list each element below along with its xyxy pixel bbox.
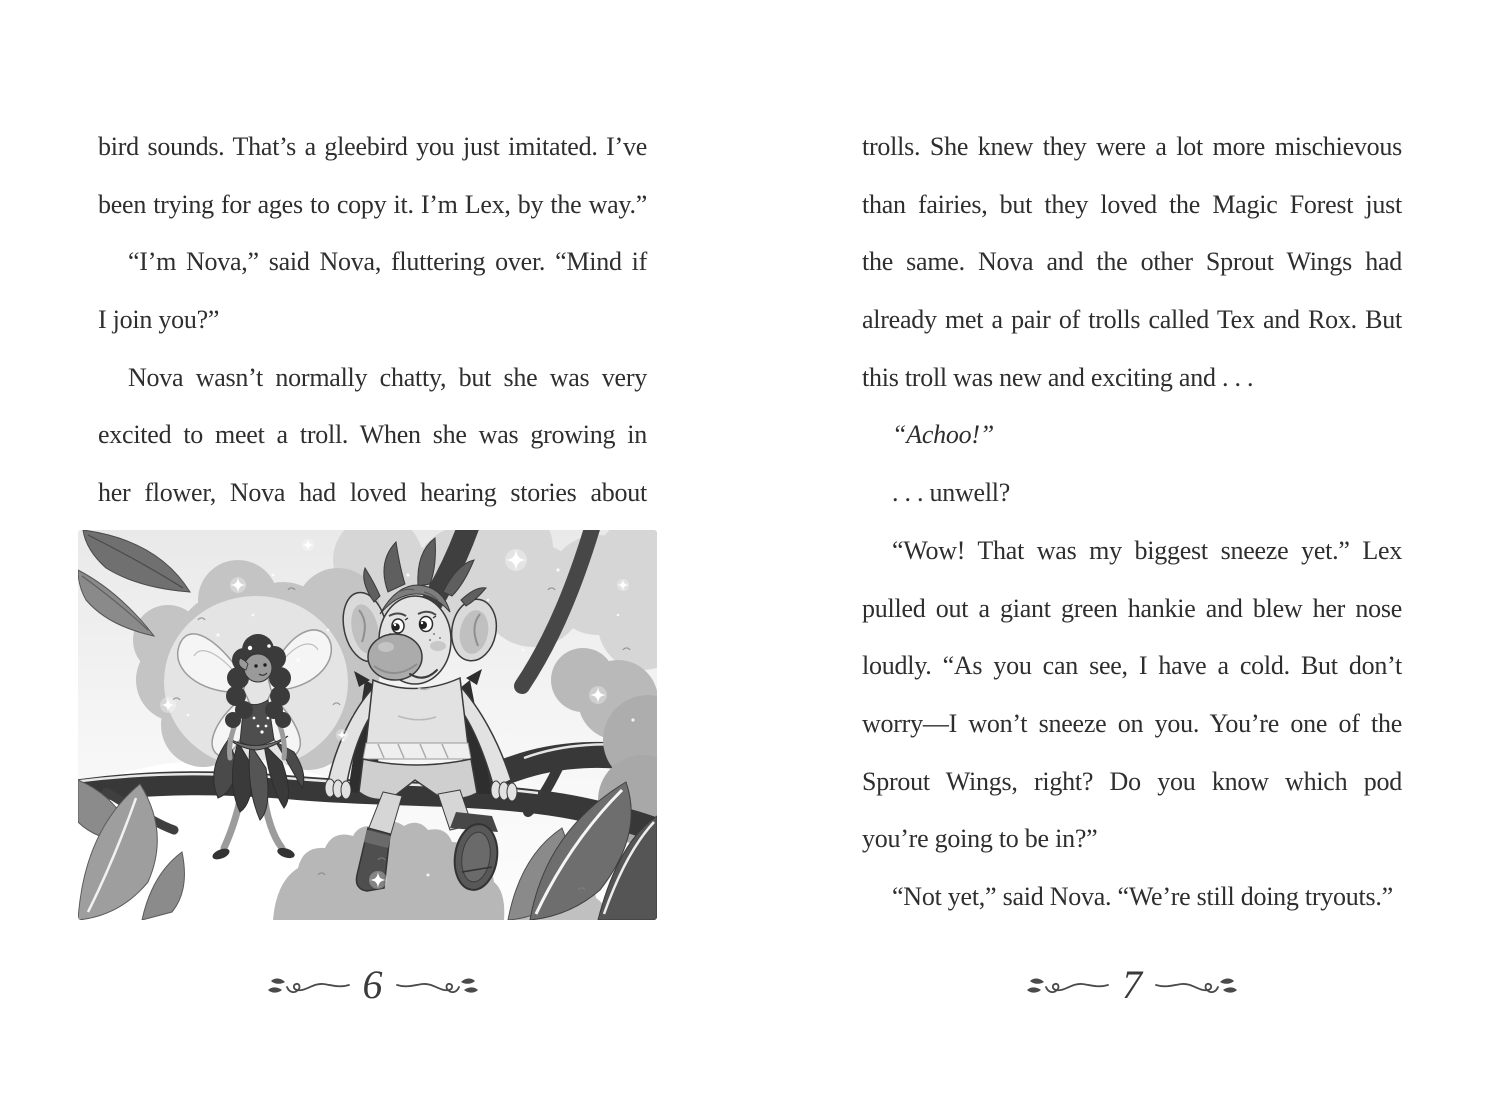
text-line: already met a pair of trolls called Tex and Rox. But	[862, 305, 1402, 335]
text-line: this troll was new and exciting and . . .	[862, 362, 1254, 392]
text-line: Sprout Wings, right? Do you know which pod	[862, 766, 1402, 796]
text-line: been trying for ages to copy it. I’m Lex, by the way.”	[98, 189, 647, 219]
page-footer	[98, 956, 647, 1020]
text-line: “Not yet,” said Nova. “We’re still doing tryouts.”	[892, 881, 1393, 911]
text-line: trolls. She knew they were a lot more mischievous	[862, 132, 1402, 161]
text-line: Nova wasn’t normally chatty, but she was very	[128, 362, 647, 392]
text-line: her flower, Nova had loved hearing stories about	[98, 478, 647, 508]
right-page-text	[862, 118, 1402, 926]
story-illustration	[78, 530, 657, 920]
text-line: than fairies, but they loved the Magic Forest just	[862, 189, 1402, 219]
flourish-left-icon	[1026, 975, 1110, 1001]
text-line: bird sounds. That’s a gleebird you just imitated. I’ve	[98, 132, 647, 161]
flourish-right-icon	[395, 975, 479, 1001]
text-line: loudly. “As you can see, I have a cold. But don’t	[862, 651, 1402, 681]
text-line: pulled out a giant green hankie and blew her nose	[862, 593, 1402, 623]
text-line: “I’m Nova,” said Nova, fluttering over. “Mind if	[128, 247, 647, 277]
flourish-left-icon	[267, 975, 351, 1001]
text-line: “Wow! That was my biggest sneeze yet.” Lex	[892, 535, 1402, 565]
text-line: the same. Nova and the other Sprout Wings had	[862, 247, 1402, 277]
page-number: 6	[362, 962, 383, 1007]
page-number: 7	[1122, 962, 1142, 1007]
text-line: “Achoo!”	[892, 420, 994, 450]
page-footer	[862, 956, 1402, 1020]
text-line: worry—I won’t sneeze on you. You’re one of the	[862, 708, 1402, 738]
text-line: . . . unwell?	[892, 478, 1011, 508]
flourish-right-icon	[1154, 975, 1238, 1001]
text-line: you’re going to be in?”	[862, 824, 1098, 854]
text-line: excited to meet a troll. When she was growing in	[98, 420, 647, 450]
left-page-text	[98, 118, 647, 522]
text-line: I join you?”	[98, 305, 220, 335]
right-page	[750, 0, 1500, 1094]
